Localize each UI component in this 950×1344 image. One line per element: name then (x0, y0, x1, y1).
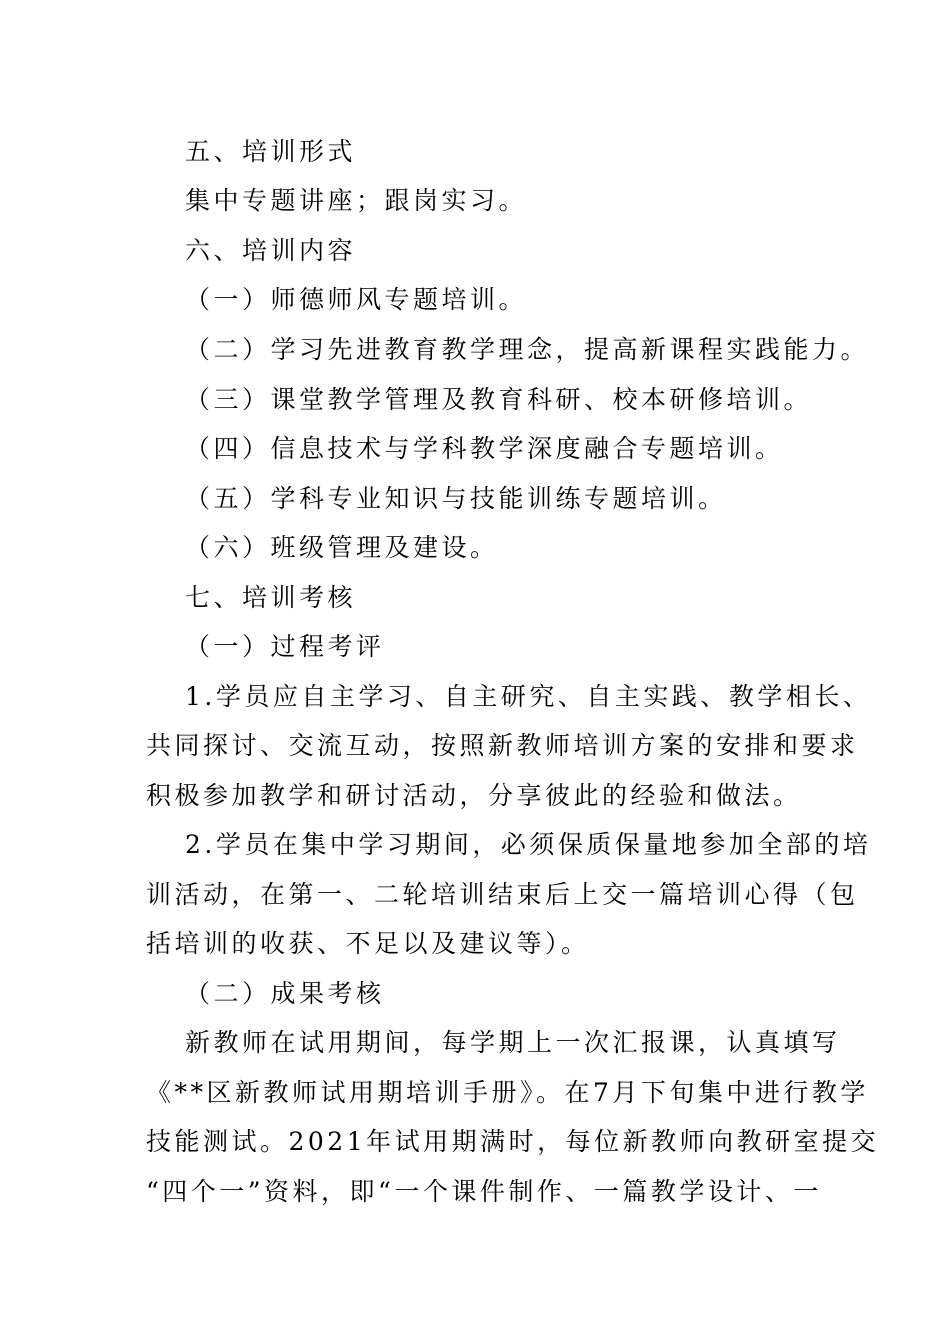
section-heading-training-assessment: 七、培训考核 (185, 583, 357, 612)
list-item-content-2: （二）学习先进教育教学理念，提高新课程实践能力。 (185, 335, 870, 364)
paragraph-process-2-line-3: 括培训的收获、不足以及建议等）。 (146, 929, 590, 958)
paragraph-process-1-line-1: 1.学员应自主学习、自主研究、自主实践、教学相长、 (185, 682, 872, 711)
subheading-outcome-assessment: （二）成果考核 (185, 979, 385, 1008)
section-heading-training-format: 五、培训形式 (185, 137, 357, 166)
list-item-content-4: （四）信息技术与学科教学深度融合专题培训。 (185, 434, 784, 463)
list-item-content-3: （三）课堂教学管理及教育科研、校本研修培训。 (185, 385, 813, 414)
paragraph-process-1-line-2: 共同探讨、交流互动，按照新教师培训方案的安排和要求 (146, 731, 859, 760)
paragraph-outcome-line-4: “四个一”资料，即“一个课件制作、一篇教学设计、一 (146, 1177, 822, 1206)
list-item-content-6: （六）班级管理及建设。 (185, 533, 499, 562)
list-item-content-5: （五）学科专业知识与技能训练专题培训。 (185, 484, 727, 513)
paragraph-outcome-line-1: 新教师在试用期间，每学期上一次汇报课，认真填写 (185, 1028, 841, 1057)
paragraph-process-2-line-1: 2.学员在集中学习期间，必须保质保量地参加全部的培 (185, 830, 872, 859)
section-heading-training-content: 六、培训内容 (185, 236, 357, 265)
paragraph-process-1-line-3: 积极参加教学和研讨活动，分享彼此的经验和做法。 (146, 781, 802, 810)
paragraph-outcome-line-2: 《**区新教师试用期培训手册》。在7月下旬集中进行教学 (146, 1078, 869, 1107)
list-item-content-1: （一）师德师风专题培训。 (185, 285, 528, 314)
paragraph-training-format: 集中专题讲座；跟岗实习。 (185, 186, 528, 215)
subheading-process-evaluation: （一）过程考评 (185, 632, 385, 661)
paragraph-outcome-line-3: 技能测试。2021年试用期满时，每位新教师向教研室提交 (146, 1127, 880, 1156)
paragraph-process-2-line-2: 训活动，在第一、二轮培训结束后上交一篇培训心得（包 (146, 880, 859, 909)
